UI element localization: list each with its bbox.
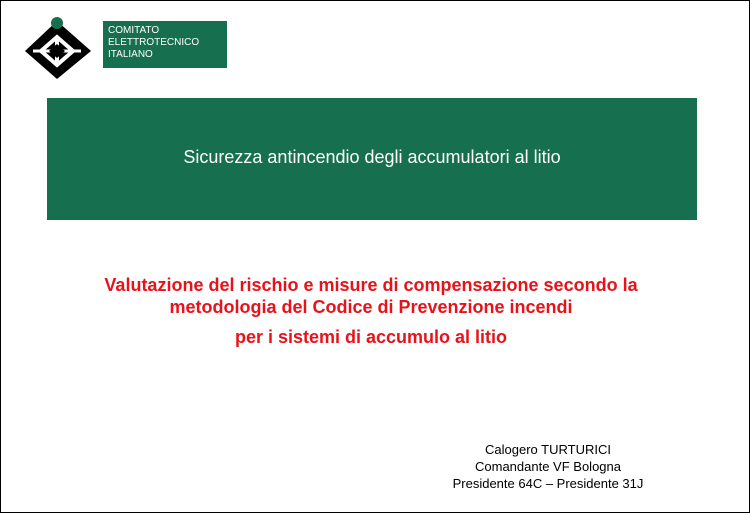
subtitle-line: Valutazione del rischio e misure di compensazione secondo la [104,275,638,295]
org-name-line: ELETTROTECNICO [108,37,200,48]
presenter-name: Calogero TURTURICI [485,442,611,457]
presenter-role: Comandante VF Bologna [475,459,621,474]
subtitle-line: per i sistemi di accumulo al litio [234,327,508,347]
slide-subtitle [1,274,741,348]
org-name-line: COMITATO [108,25,160,36]
slide-title: Sicurezza antincendio degli accumulatori al litio [183,146,561,167]
presenter-committees: Presidente 64C – Presidente 31J [452,476,644,491]
subtitle-line: metodologia del Codice di Prevenzione incendi [169,297,573,317]
cei-diamond-logo-icon [23,15,95,81]
org-name-line: ITALIANO [108,49,153,60]
title-banner [47,98,697,220]
presenter-block [401,441,695,492]
org-name-label [103,21,227,68]
